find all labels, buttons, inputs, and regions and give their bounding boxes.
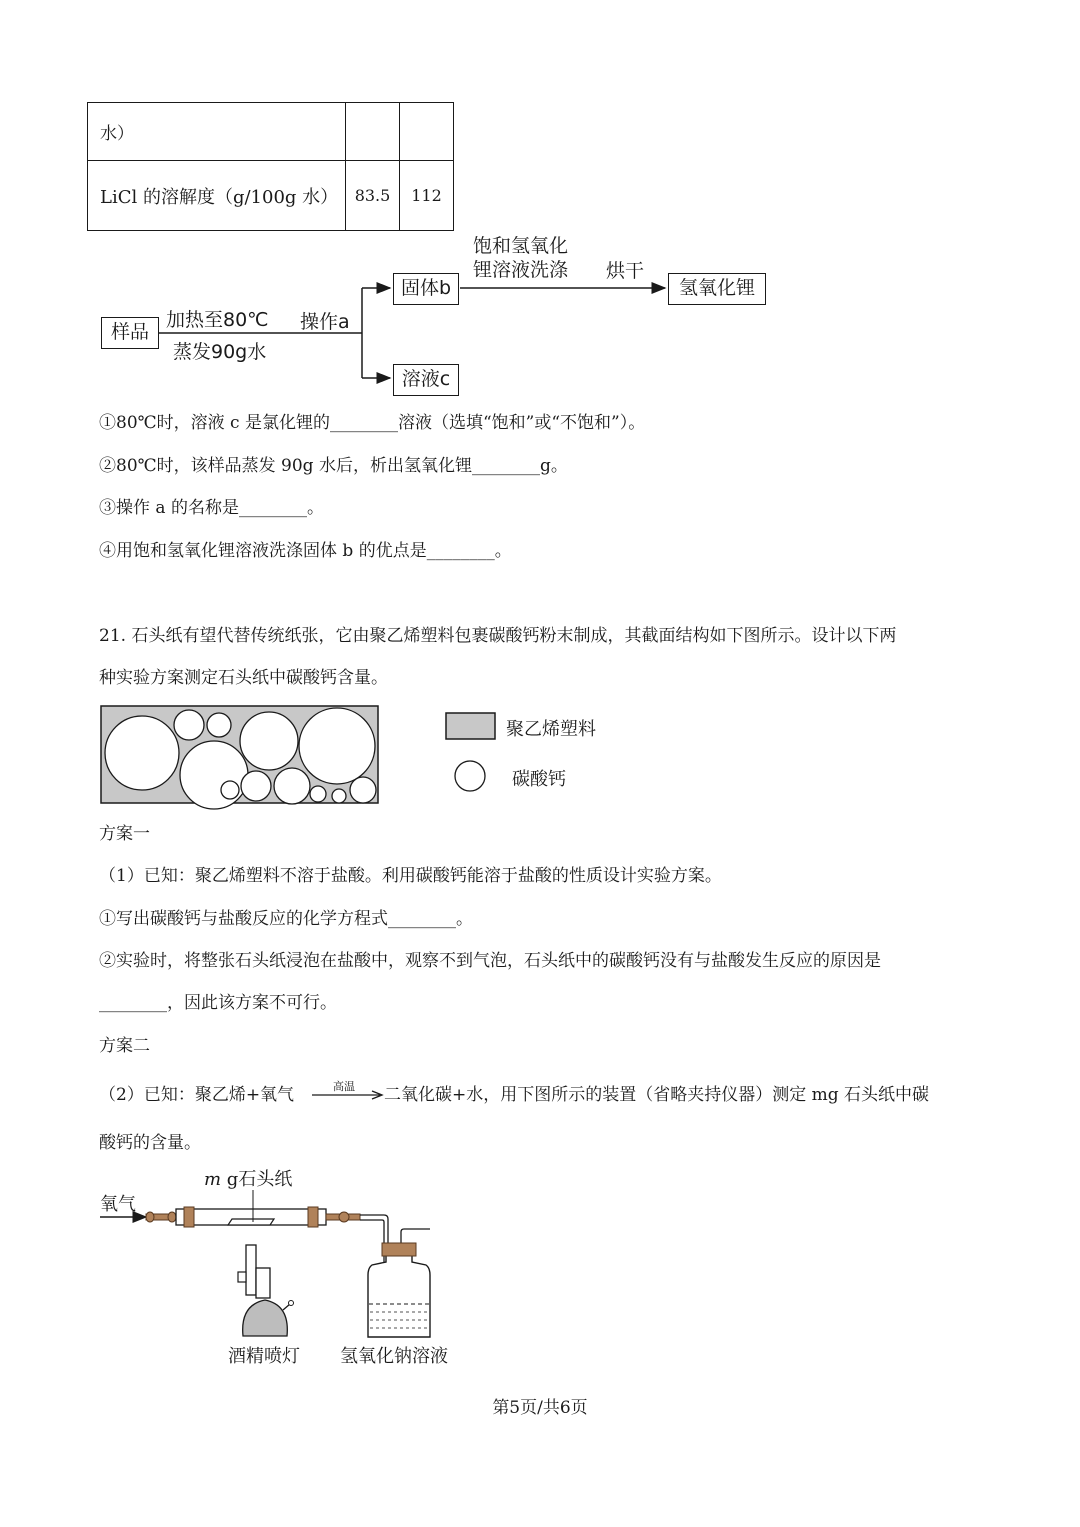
q21-stem-line-1: 21. 石头纸有望代替传统纸张，它由聚乙烯塑料包裹碳酸钙粉末制成，其截面结构如下图所示。设计以下两 bbox=[99, 626, 897, 646]
q20-item-4: ④用饱和氢氧化锂溶液洗涤固体 b 的优点是________。 bbox=[99, 541, 512, 561]
legend-caco3-label: 碳酸钙 bbox=[512, 769, 566, 790]
plan-1-title: 方案一 bbox=[99, 824, 150, 844]
plan-2-question-2-pre: （2）已知：聚乙烯+氧气 bbox=[99, 1085, 295, 1105]
bottle-stopper bbox=[382, 1243, 416, 1256]
flow-label-wash-2: 锂溶液洗涤 bbox=[473, 259, 569, 281]
gas-washing-bottle bbox=[368, 1255, 430, 1337]
flow-box-product: 氢氧化锂 bbox=[668, 273, 766, 305]
flow-label-operation: 操作a bbox=[300, 311, 350, 333]
flow-label-heat: 加热至80℃ bbox=[166, 309, 269, 331]
plan-1-question-1: （1）已知：聚乙烯塑料不溶于盐酸。利用碳酸钙能溶于盐酸的性质设计实验方案。 bbox=[99, 866, 722, 886]
sample-label-text: g石头纸 bbox=[221, 1169, 293, 1190]
plan-2-question-2-post: 二氧化碳+水，用下图所示的装置（省略夹持仪器）测定 mg 石头纸中碳 bbox=[384, 1085, 930, 1105]
lamp-label: 酒精喷灯 bbox=[228, 1346, 300, 1367]
table-cell-unit: 水） bbox=[88, 103, 346, 161]
stopper-right bbox=[308, 1207, 318, 1227]
flow-label-wash-1: 饱和氢氧化 bbox=[473, 235, 569, 257]
plan-1-sub-2-line-2: ________，因此该方案不可行。 bbox=[99, 993, 337, 1013]
sample-mass-symbol: m bbox=[204, 1169, 222, 1190]
alcohol-blowtorch-lamp bbox=[238, 1245, 294, 1336]
oxygen-label: 氧气 bbox=[100, 1194, 136, 1215]
q21-stem-line-2: 种实验方案测定石头纸中碳酸钙含量。 bbox=[99, 668, 388, 688]
plan-1-sub-1: ①写出碳酸钙与盐酸反应的化学方程式________。 bbox=[99, 909, 473, 929]
sample-label bbox=[204, 1165, 292, 1191]
rubber-tube-right bbox=[326, 1212, 360, 1222]
flow-box-solid: 固体b bbox=[393, 273, 459, 305]
rubber-tube-left bbox=[146, 1212, 176, 1222]
naoh-label: 氢氧化钠溶液 bbox=[340, 1346, 448, 1367]
stopper-left bbox=[184, 1207, 194, 1227]
legend-plastic-label: 聚乙烯塑料 bbox=[506, 719, 596, 740]
q20-item-3: ③操作 a 的名称是________。 bbox=[99, 498, 324, 518]
page-footer: 第5页/共6页 bbox=[492, 1398, 588, 1418]
flow-label-dry: 烘干 bbox=[606, 260, 645, 282]
reaction-condition: 高温 bbox=[333, 1080, 355, 1093]
plan-2-title: 方案二 bbox=[99, 1036, 150, 1056]
flow-box-solution: 溶液c bbox=[393, 364, 459, 396]
sample-boat bbox=[228, 1219, 274, 1225]
flow-box-sample: 样品 bbox=[101, 317, 159, 349]
flow-label-evaporate: 蒸发90g水 bbox=[173, 341, 267, 363]
table-cell-licl-20: 83.5 bbox=[346, 161, 400, 231]
table-cell-licl-80: 112 bbox=[400, 161, 454, 231]
plan-1-sub-2-line-1: ②实验时，将整张石头纸浸泡在盐酸中，观察不到气泡，石头纸中的碳酸钙没有与盐酸发生反应的原因是 bbox=[99, 951, 881, 971]
table-cell-licl: LiCl 的溶解度（g/100g 水） bbox=[88, 161, 346, 231]
plan-2-question-2-line-2: 酸钙的含量。 bbox=[99, 1133, 201, 1153]
q20-item-1: ①80℃时，溶液 c 是氯化锂的________溶液（选填“饱和”或“不饱和”）。 bbox=[99, 413, 646, 433]
q20-item-2: ②80℃时，该样品蒸发 90g 水后，析出氢氧化锂________g。 bbox=[99, 456, 568, 476]
